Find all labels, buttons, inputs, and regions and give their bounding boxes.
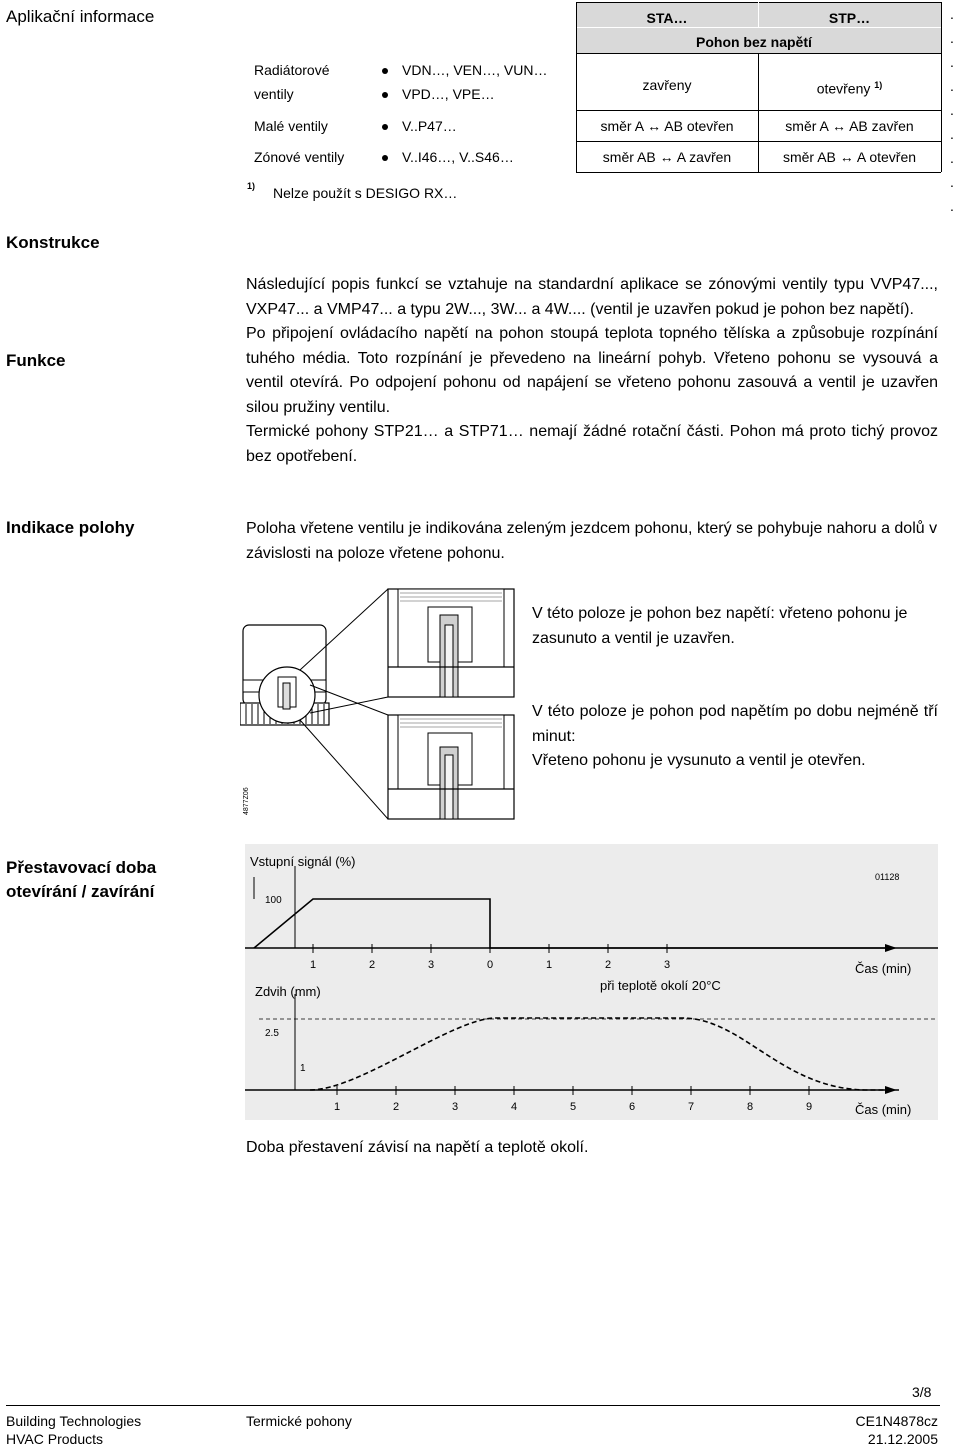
bottom-x-label: Čas (min)	[855, 1102, 912, 1117]
row-type-radiator-2: ventily	[254, 86, 294, 102]
funkce-paragraph: Po připojení ovládacího napětí na pohon stoupá teplota topného tělíska a způsobuje rozpínání tuhého média. Toto rozpínání je převedeno na lineární pohyb. Vřeteno pohonu se vysouvá a ventil otevírá. Po odpojení pohonu od napájení se vřeteno pohonu zasouvá a ventil je uzavřen silou pružiny ventilu.	[246, 325, 938, 416]
footer-product: Termické pohony	[246, 1413, 352, 1429]
top-x-tick-label: 2	[368, 959, 376, 971]
col-stp-header: STP…	[828, 10, 871, 26]
top-y-tick-label: 100	[265, 895, 282, 906]
indikace-text: Poloha vřetene ventilu je indikována zeleným jezdcem pohonu, který se pohybuje nahoru a dolů v závislosti na poloze vřetene pohonu.	[246, 520, 938, 562]
col-sta-header: STA…	[646, 10, 688, 26]
bottom-y-tick-label: 1	[300, 1063, 306, 1074]
row-stp-value: otevřeny $^{1)}$	[816, 80, 883, 97]
top-x-tick-label: 1	[309, 959, 317, 971]
bottom-x-tick-label: 9	[805, 1101, 813, 1113]
bottom-x-tick-label: 2	[392, 1101, 400, 1113]
bottom-y-tick-label: 2.5	[265, 1028, 279, 1039]
top-x-tick-label: 3	[427, 959, 435, 971]
row-stp-value: směr AB ↔ A otevřen	[782, 149, 917, 165]
top-x-tick-label: 2	[604, 959, 612, 971]
position-on-text: V této poloze je pohon pod napětím po dobu nejméně tří minut: Vřeteno pohonu je vysunuto a ventil je otevřen.	[532, 703, 938, 769]
funkce-text	[246, 273, 938, 469]
chart-figure-code: 01128	[875, 872, 900, 882]
actuator-illustration	[240, 585, 530, 820]
bottom-x-tick-label: 6	[628, 1101, 636, 1113]
bullet-icon	[382, 155, 388, 161]
footer-rule	[6, 1405, 940, 1406]
bottom-x-tick-label: 3	[451, 1101, 459, 1113]
timing-chart-svg	[245, 844, 938, 1120]
actuator-figure	[240, 585, 530, 820]
row-type-zone: Zónové ventily	[254, 149, 345, 165]
top-x-tick-label: 3	[663, 959, 671, 971]
bottom-x-tick-label: 4	[510, 1101, 518, 1113]
top-x-label: Čas (min)	[855, 961, 912, 976]
top-x-tick-label: 1	[545, 959, 553, 971]
section-prestavovaci-doba: Přestavovací doba otevírání / zavírání	[6, 858, 157, 901]
funkce-paragraph: Následující popis funkcí se vztahuje na standardní aplikace se zónovými ventily typu VVP47..., VXP47... a VMP47... a typu 2W..., 3W... a 4W.... (ventil je uzavřen pokud je pohon bez napětí).	[246, 276, 938, 318]
timing-chart	[245, 844, 938, 1120]
page-number: 3/8	[912, 1384, 932, 1400]
row-models: V..I46…, V..S46…	[382, 145, 514, 169]
footer-doc: CE1N4878cz 21.12.2005	[855, 1413, 938, 1447]
top-y-label: Vstupní signál (%)	[250, 854, 356, 869]
row-stp-value: směr A ↔ AB zavřen	[785, 118, 914, 134]
footnote-marker: 1)	[247, 181, 256, 191]
subheader: Pohon bez napětí	[696, 34, 812, 50]
position-off-text: V této poloze je pohon bez napětí: vřeteno pohonu je zasunuto a ventil je uzavřen.	[532, 605, 908, 647]
bullet-icon	[382, 92, 388, 98]
bullet-icon	[382, 68, 388, 74]
page-title: Aplikační informace	[6, 7, 155, 26]
bottom-x-tick-label: 1	[333, 1101, 341, 1113]
row-models: VPD…, VPE…	[382, 82, 495, 106]
row-sta-value: směr A ↔ AB otevřen	[600, 118, 734, 134]
section-indikace-polohy: Indikace polohy	[6, 518, 135, 537]
stroke-curve	[310, 1018, 899, 1090]
chart-caption: Doba přestavení závisí na napětí a teplotě okolí.	[246, 1139, 589, 1156]
input-signal-line	[254, 899, 938, 948]
row-sta-value: směr AB ↔ A zavřen	[602, 149, 732, 165]
bottom-condition: při teplotě okolí 20°C	[600, 978, 721, 993]
bottom-x-tick-label: 5	[569, 1101, 577, 1113]
top-x-tick-label: 0	[486, 959, 494, 971]
row-type-small: Malé ventily	[254, 118, 328, 134]
row-sta-value: zavřeny	[642, 77, 692, 93]
section-konstrukce: Konstrukce	[6, 233, 100, 252]
bullet-icon	[382, 124, 388, 130]
bottom-y-label: Zdvih (mm)	[255, 984, 321, 999]
table-border	[941, 2, 942, 172]
bottom-x-tick-label: 7	[687, 1101, 695, 1113]
bottom-x-tick-label: 8	[746, 1101, 754, 1113]
table-border	[576, 172, 941, 173]
row-models: V..P47…	[382, 114, 457, 138]
funkce-paragraph: Termické pohony STP21… a STP71… nemají žádné rotační části. Pohon má proto tichý provoz bez opotřebení.	[246, 423, 938, 465]
row-type-radiator-1: Radiátorové	[254, 62, 330, 78]
footer-company: Building Technologies HVAC Products	[6, 1413, 142, 1447]
footnote-text: Nelze použít s DESIGO RX…	[273, 185, 458, 201]
section-funkce: Funkce	[6, 351, 66, 370]
row-models: VDN…, VEN…, VUN…	[382, 58, 547, 82]
